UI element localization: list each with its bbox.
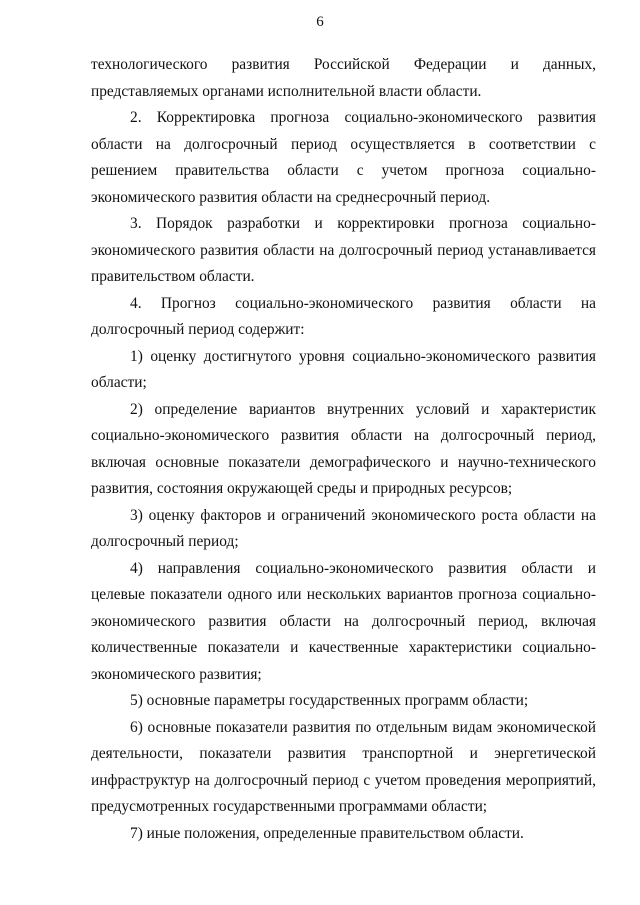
subitem-7: 7) иные положения, определенные правительством области. bbox=[130, 824, 524, 842]
paragraph-item-3: 3. Порядок разработки и корректировки прогноза социально-экономического развития области на долгосрочный период устанавливается правительством области. bbox=[91, 215, 596, 285]
paragraph-continuation: технологического развития Российской Федерации и данных, представляемых органами исполнительной власти области. bbox=[91, 56, 596, 100]
page-number: 6 bbox=[316, 14, 324, 30]
subitem-6: 6) основные показатели развития по отдельным видам экономической деятельности, показатели развития транспортной и энергетической инфраструктур на долгосрочный период с учетом проведения мероприятий, предусмотренных государственными программами области; bbox=[91, 718, 596, 815]
subitem-5: 5) основные параметры государственных программ области; bbox=[130, 692, 529, 709]
subitem-4: 4) направления социально-экономического развития области и целевые показатели одного или нескольких вариантов прогноза социально-экономического развития области на долгосрочный период, включая количественные показатели и качественные характеристики социально-экономического развития; bbox=[91, 559, 596, 683]
paragraph-item-4: 4. Прогноз социально-экономического развития области на долгосрочный период содержит: bbox=[91, 294, 596, 338]
subitem-3: 3) оценку факторов и ограничений экономического роста области на долгосрочный период; bbox=[91, 506, 596, 550]
document-body bbox=[91, 52, 596, 847]
subitem-1: 1) оценку достигнутого уровня социально-экономического развития области; bbox=[91, 347, 596, 391]
subitem-2: 2) определение вариантов внутренних условий и характеристик социально-экономического развития области на долгосрочный период, включая основные показатели демографического и научно-технического развития, состояния окружающей среды и природных ресурсов; bbox=[91, 400, 596, 497]
paragraph-item-2: 2. Корректировка прогноза социально-экономического развития области на долгосрочный период осуществляется в соответствии с решением правительства области с учетом прогноза социально-экономического развития области на среднесрочный период. bbox=[91, 109, 596, 206]
